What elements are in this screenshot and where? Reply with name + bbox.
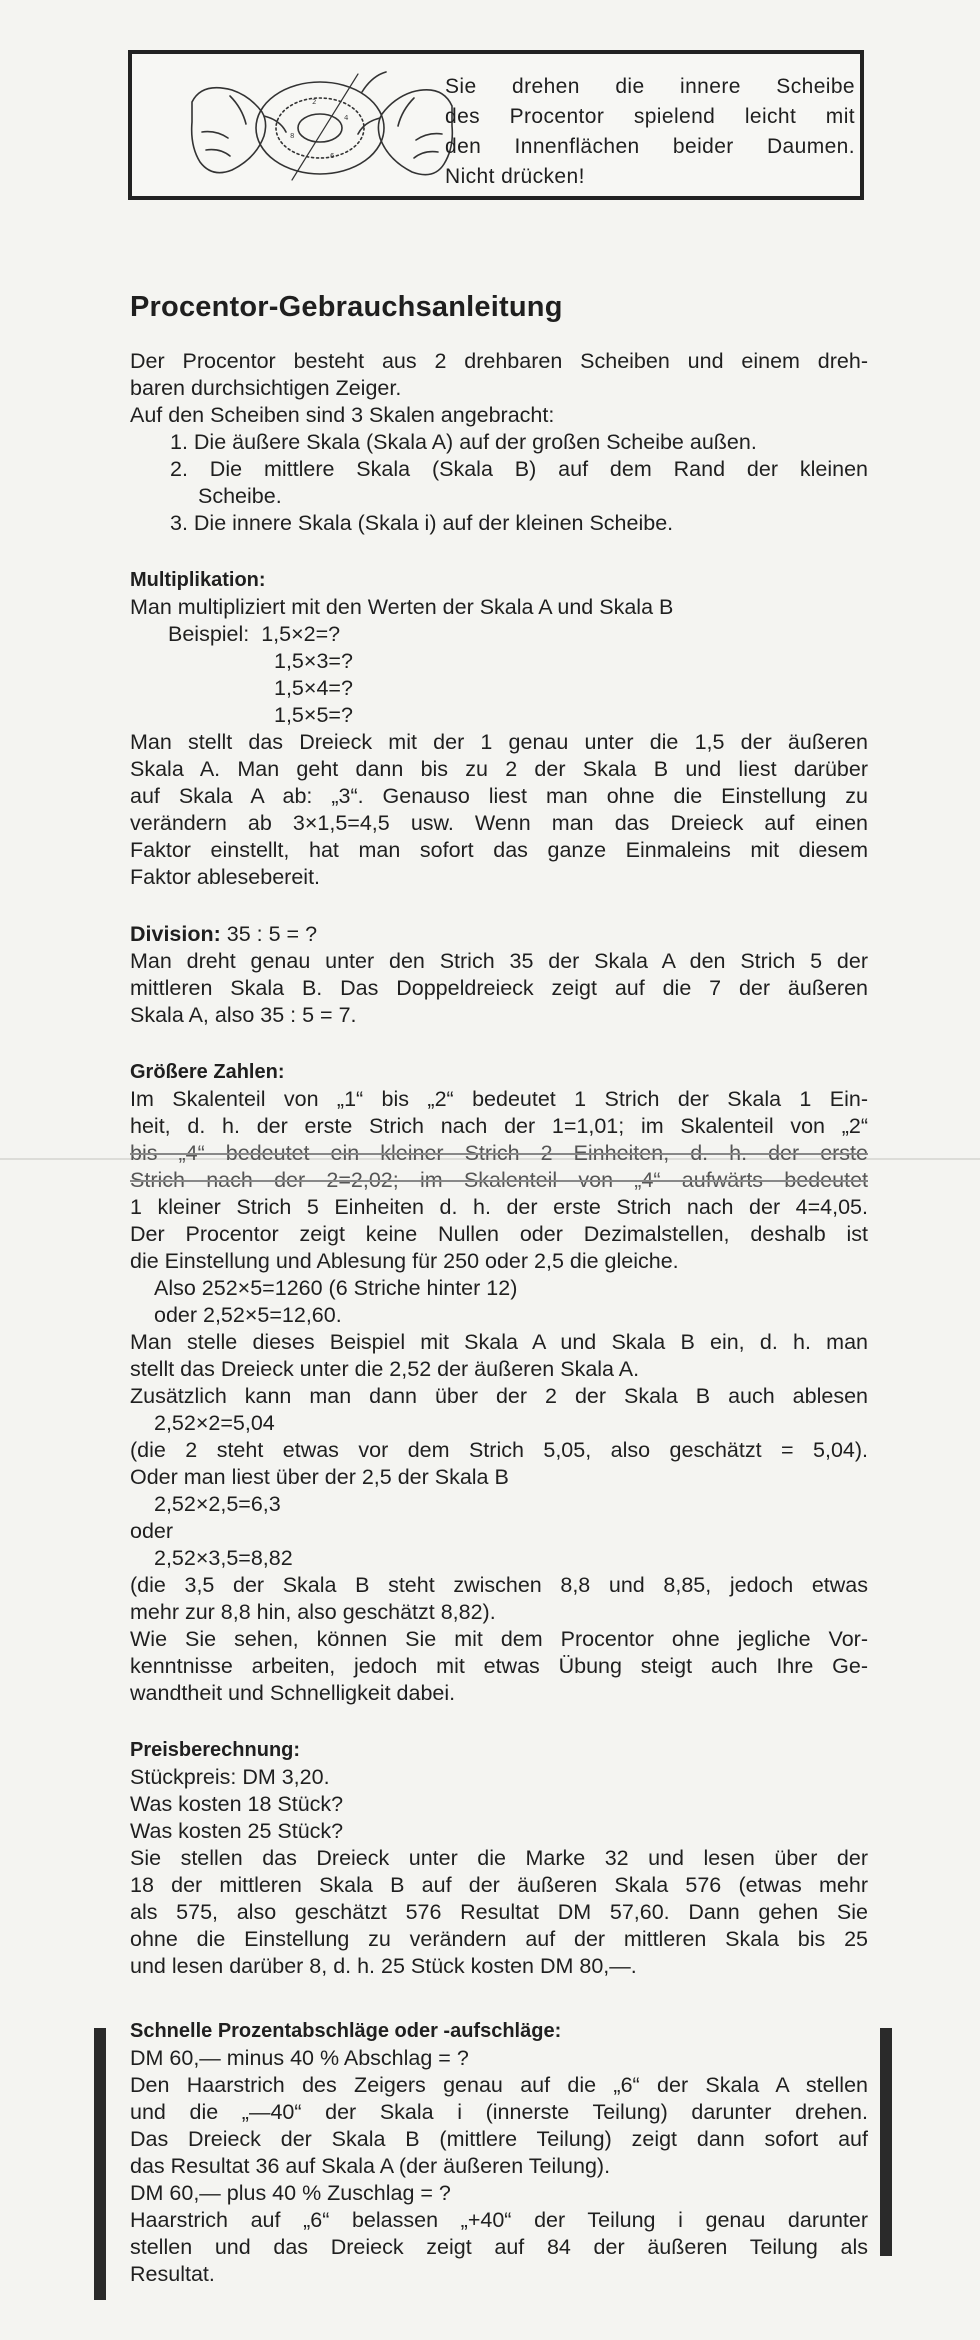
text-line: Der Procentor besteht aus 2 drehbaren Scheiben und einem dreh-	[130, 349, 868, 373]
example: 2,52×2,5=6,3	[154, 1492, 281, 1516]
text-line: 1 kleiner Strich 5 Einheiten d. h. der erste Strich nach der 4=4,05.	[130, 1195, 868, 1219]
text-line: oder	[130, 1519, 174, 1543]
bigger-numbers-section	[130, 1059, 868, 1707]
svg-text:2: 2	[312, 98, 317, 106]
page-title: Procentor-Gebrauchsanleitung	[130, 291, 563, 323]
instruction-box	[128, 50, 864, 200]
section-heading: Division:	[130, 922, 221, 946]
text-line: DM 60,— minus 40 % Abschlag = ?	[130, 2046, 469, 2070]
example-line	[130, 621, 868, 648]
text-line: verändern ab 3×1,5=4,5 usw. Wenn man das Dreieck auf einen	[130, 811, 868, 835]
tip-line: Nicht drücken!	[445, 165, 585, 188]
section-heading: Multiplikation:	[130, 569, 266, 591]
example: oder 2,52×5=12,60.	[154, 1303, 342, 1327]
list-item: 1. Die äußere Skala (Skala A) auf der großen Scheibe außen.	[170, 430, 757, 454]
text-line: heit, d. h. der erste Strich nach der 1=1,01; im Skalenteil von „2“	[130, 1114, 868, 1138]
text-line: Haarstrich auf „6“ belassen „+40“ der Teilung i genau darunter	[130, 2208, 868, 2232]
text-line: die Einstellung und Ablesung für 250 oder 2,5 die gleiche.	[130, 1249, 679, 1273]
example: 1,5×2=?	[261, 622, 341, 646]
text-line: ohne die Einstellung zu verändern auf der mittleren Skala bis 25	[130, 1927, 868, 1951]
section-heading: Größere Zahlen:	[130, 1061, 285, 1083]
text-line: Der Procentor zeigt keine Nullen oder Dezimalstellen, deshalb ist	[130, 1222, 868, 1246]
text-line: Den Haarstrich des Zeigers genau auf die „6“ der Skala A stellen	[130, 2073, 868, 2097]
text-line: 18 der mittleren Skala B auf der äußeren Skala 576 (etwas mehr	[130, 1873, 868, 1897]
text-line: das Resultat 36 auf Skala A (der äußeren Teilung).	[130, 2154, 611, 2178]
example: 2,52×3,5=8,82	[154, 1546, 293, 1570]
text-line: Sie stellen das Dreieck unter die Marke 32 und lesen über der	[130, 1846, 868, 1870]
margin-bar-right	[880, 2028, 892, 2256]
manual-content	[130, 290, 868, 2288]
text-line: Man stellt das Dreieck mit der 1 genau unter die 1,5 der äußeren	[130, 730, 868, 754]
text-line: Resultat.	[130, 2262, 215, 2286]
text-line: Wie Sie sehen, können Sie mit dem Procentor ohne jegliche Vor-	[130, 1627, 868, 1651]
price-calculation-section	[130, 1737, 868, 1980]
text-line: Faktor einstellt, hat man sofort das ganze Einmaleins mit diesem	[130, 838, 868, 862]
text-line: mittleren Skala B. Das Doppeldreieck zeigt auf die 7 der äußeren	[130, 976, 868, 1000]
svg-text:8: 8	[290, 132, 295, 140]
example-label: Beispiel:	[168, 622, 250, 646]
svg-text:4: 4	[344, 114, 349, 122]
text-line: Faktor ablesebereit.	[130, 865, 321, 889]
text-line: Was kosten 18 Stück?	[130, 1792, 344, 1816]
margin-bar-left	[94, 2028, 106, 2300]
list-item: Scheibe.	[198, 484, 282, 508]
text-line: und lesen darüber 8, d. h. 25 Stück kosten DM 80,—.	[130, 1954, 637, 1978]
example: Also 252×5=1260 (6 Striche hinter 12)	[154, 1276, 518, 1300]
text-line: stellt das Dreieck unter die 2,52 der äußeren Skala A.	[130, 1357, 640, 1381]
text-line: kenntnisse arbeiten, jedoch mit etwas Übung steigt auch Ihre Ge-	[130, 1654, 868, 1678]
tip-line: Sie drehen die innere Scheibe	[445, 75, 855, 98]
division-heading-line	[130, 921, 868, 948]
text-line: Zusätzlich kann man dann über der 2 der Skala B auch ablesen	[130, 1384, 868, 1408]
text-line: Im Skalenteil von „1“ bis „2“ bedeutet 1 Strich der Skala 1 Ein-	[130, 1087, 868, 1111]
example: 1,5×3=?	[274, 649, 353, 673]
division-example: 35 : 5 = ?	[220, 922, 318, 946]
text-line: Strich nach der 2=2,02; im Skalenteil von „4“ aufwärts bedeutet	[130, 1168, 868, 1192]
multiplication-section	[130, 567, 868, 891]
instruction-text	[445, 72, 855, 192]
text-line: DM 60,— plus 40 % Zuschlag = ?	[130, 2181, 451, 2205]
text-line: (die 3,5 der Skala B steht zwischen 8,8 und 8,85, jedoch etwas	[130, 1573, 868, 1597]
list-item: 2. Die mittlere Skala (Skala B) auf dem Rand der kleinen	[170, 457, 868, 481]
example: 2,52×2=5,04	[154, 1411, 275, 1435]
text-line: Stückpreis: DM 3,20.	[130, 1765, 330, 1789]
division-section	[130, 921, 868, 1029]
text-line: Skala A, also 35 : 5 = 7.	[130, 1003, 357, 1027]
example: 1,5×4=?	[274, 676, 353, 700]
list-item: 3. Die innere Skala (Skala i) auf der kleinen Scheibe.	[170, 511, 674, 535]
text-line: (die 2 steht etwas vor dem Strich 5,05, also geschätzt = 5,04).	[130, 1438, 868, 1462]
hands-rotating-disc-illustration	[172, 62, 472, 192]
text-line: Das Dreieck der Skala B (mittlere Teilung) zeigt dann sofort auf	[130, 2127, 868, 2151]
text-line: baren durchsichtigen Zeiger.	[130, 376, 402, 400]
text-line: mehr zur 8,8 hin, also geschätzt 8,82).	[130, 1600, 496, 1624]
text-line: auf Skala A ab: „3“. Genauso liest man ohne die Einstellung zu	[130, 784, 868, 808]
text-line: Man multipliziert mit den Werten der Skala A und Skala B	[130, 595, 674, 619]
text-line: Oder man liest über der 2,5 der Skala B	[130, 1465, 509, 1489]
text-line: bis „4“ bedeutet ein kleiner Strich 2 Einheiten, d. h. der erste	[130, 1141, 868, 1165]
percent-section	[130, 2018, 868, 2288]
text-line: Auf den Scheiben sind 3 Skalen angebracht:	[130, 403, 555, 427]
section-heading: Preisberechnung:	[130, 1739, 301, 1761]
svg-text:6: 6	[330, 152, 335, 160]
intro-section	[130, 348, 868, 537]
text-line: Skala A. Man geht dann bis zu 2 der Skala B und liest darüber	[130, 757, 868, 781]
text-line: Man dreht genau unter den Strich 35 der Skala A den Strich 5 der	[130, 949, 868, 973]
text-line: und die „—40“ der Skala i (innerste Teilung) darunter drehen.	[130, 2100, 868, 2124]
tip-line: den Innenflächen beider Daumen.	[445, 135, 855, 158]
text-line: als 575, also geschätzt 576 Resultat DM 57,60. Dann gehen Sie	[130, 1900, 868, 1924]
text-line: Was kosten 25 Stück?	[130, 1819, 344, 1843]
section-heading: Schnelle Prozentabschläge oder -aufschläge:	[130, 2020, 562, 2042]
example: 1,5×5=?	[274, 703, 353, 727]
tip-line: des Procentor spielend leicht mit	[445, 105, 855, 128]
text-line: Man stelle dieses Beispiel mit Skala A und Skala B ein, d. h. man	[130, 1330, 868, 1354]
text-line: wandtheit und Schnelligkeit dabei.	[130, 1681, 456, 1705]
text-line: stellen und das Dreieck zeigt auf 84 der äußeren Teilung als	[130, 2235, 868, 2259]
